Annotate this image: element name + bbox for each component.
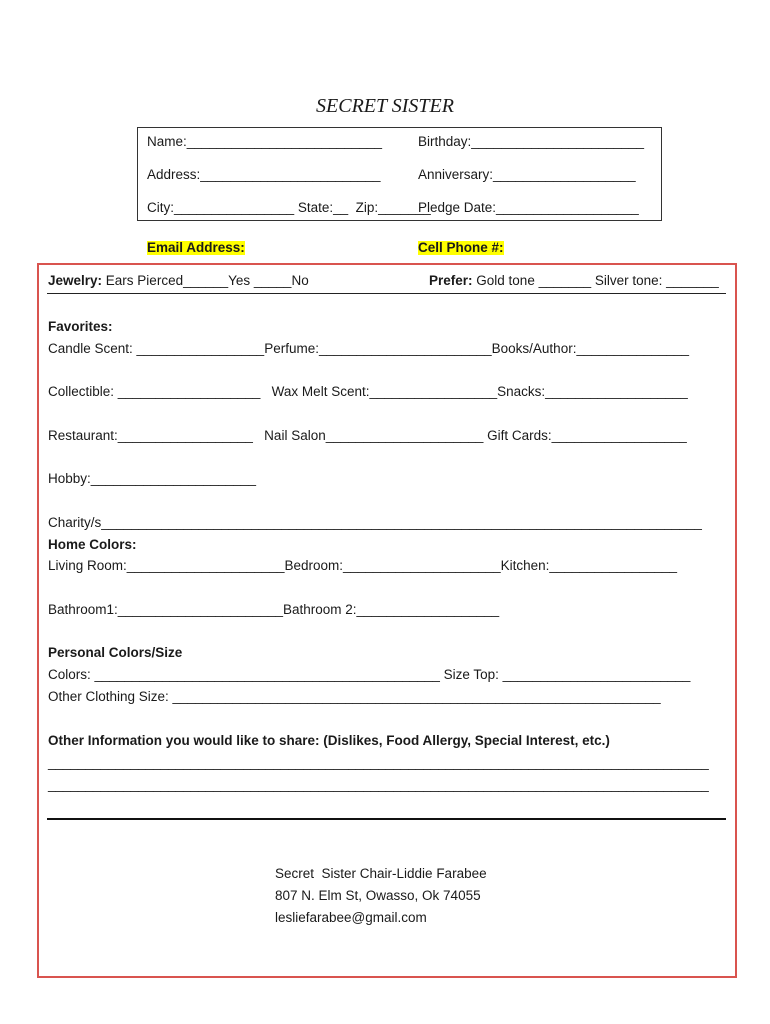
email-label: Email Address: bbox=[147, 240, 245, 255]
contact-address: 807 N. Elm St, Owasso, Ok 74055 bbox=[275, 888, 481, 903]
personal-colors-line[interactable]: Colors: ______________________________________________ Size Top: _________________________ bbox=[48, 667, 691, 682]
favorites-line-charity[interactable]: Charity/s________________________________________________________________________________ bbox=[48, 515, 702, 530]
cell-phone-label: Cell Phone #: bbox=[418, 240, 504, 255]
other-info-line-2[interactable]: ________________________________________________________________________________________ bbox=[48, 777, 709, 792]
personal-colors-heading: Personal Colors/Size bbox=[48, 645, 183, 660]
home-colors-line-rooms[interactable]: Living Room:_____________________Bedroom:_____________________Kitchen:_________________ bbox=[48, 558, 678, 573]
anniversary-field[interactable]: Anniversary:___________________ bbox=[418, 167, 636, 182]
jewelry-text: Ears Pierced______Yes _____No bbox=[102, 273, 309, 288]
favorites-line-collectible[interactable]: Collectible: ___________________ Wax Melt Scent:_________________Snacks:___________________ bbox=[48, 384, 688, 399]
home-colors-line-bathrooms[interactable]: Bathroom1:______________________Bathroom 2:___________________ bbox=[48, 602, 500, 617]
home-colors-heading: Home Colors: bbox=[48, 537, 137, 552]
jewelry-line[interactable] bbox=[48, 274, 309, 288]
contact-chair: Secret Sister Chair-Liddie Farabee bbox=[275, 866, 487, 881]
favorites-line-hobby[interactable]: Hobby:______________________ bbox=[48, 471, 256, 486]
jewelry-divider bbox=[47, 293, 726, 294]
prefer-line[interactable] bbox=[429, 274, 719, 288]
page-title: SECRET SISTER bbox=[316, 95, 454, 117]
contact-email[interactable]: lesliefarabee@gmail.com bbox=[275, 910, 427, 925]
favorites-line-candle[interactable]: Candle Scent: _________________Perfume:_______________________Books/Author:_______________ bbox=[48, 341, 690, 356]
jewelry-label: Jewelry: bbox=[48, 273, 103, 288]
prefer-text: Gold tone _______ Silver tone: _______ bbox=[472, 273, 719, 288]
city-state-zip-field[interactable]: City:________________ State:__ Zip:_______ bbox=[147, 200, 431, 215]
favorites-heading: Favorites: bbox=[48, 319, 113, 334]
section-divider bbox=[47, 818, 726, 820]
prefer-label: Prefer: bbox=[429, 273, 473, 288]
address-field[interactable]: Address:________________________ bbox=[147, 167, 381, 182]
other-info-line-1[interactable]: ________________________________________________________________________________________ bbox=[48, 755, 709, 770]
other-info-heading: Other Information you would like to share: (Dislikes, Food Allergy, Special Interest, etc.) bbox=[48, 733, 610, 748]
name-field[interactable]: Name:__________________________ bbox=[147, 134, 382, 149]
other-clothing-size-line[interactable]: Other Clothing Size: _________________________________________________________________ bbox=[48, 689, 661, 704]
favorites-line-restaurant[interactable]: Restaurant:__________________ Nail Salon_____________________ Gift Cards:__________________ bbox=[48, 428, 687, 443]
pledge-date-field[interactable]: Pledge Date:___________________ bbox=[418, 200, 639, 215]
birthday-field[interactable]: Birthday:_______________________ bbox=[418, 134, 644, 149]
